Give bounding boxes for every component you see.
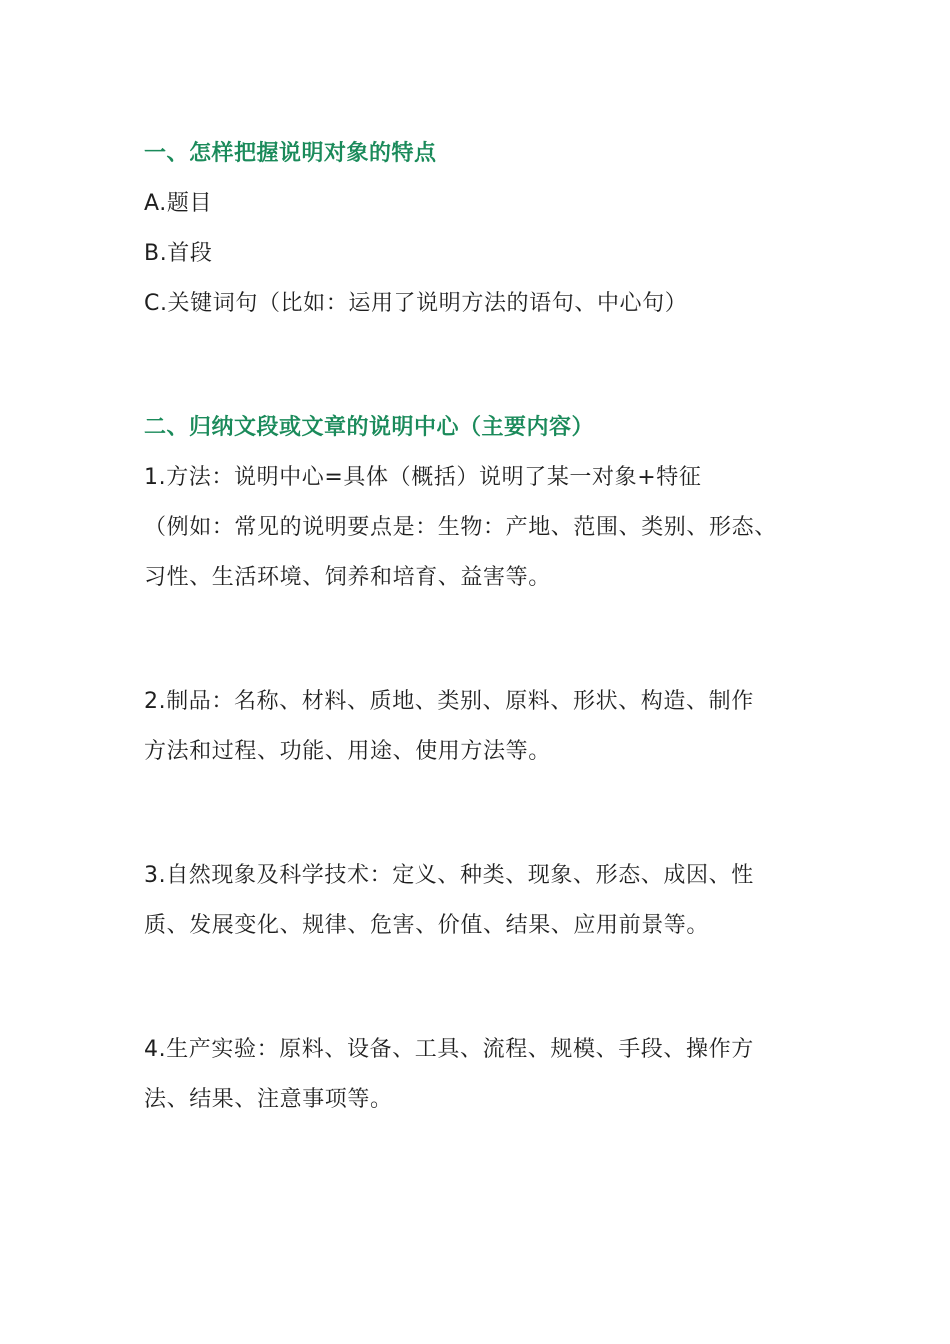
section1-item-a: A.题目 — [144, 191, 213, 216]
section2-production-line-2: 法、结果、注意事项等。 — [144, 1087, 393, 1112]
section2-example-line-2: 习性、生活环境、饲养和培育、益害等。 — [144, 565, 551, 590]
section2-example-line-1: （例如：常见的说明要点是：生物：产地、范围、类别、形态、 — [144, 515, 777, 540]
section1-heading: 一、怎样把握说明对象的特点 — [144, 141, 437, 166]
section2-nature-line-1: 3.自然现象及科学技术：定义、种类、现象、形态、成因、性 — [144, 863, 754, 888]
section2-heading: 二、归纳文段或文章的说明中心（主要内容） — [144, 415, 595, 440]
section2-production-line-1: 4.生产实验：原料、设备、工具、流程、规模、手段、操作方 — [144, 1037, 754, 1062]
section2-method: 1.方法：说明中心=具体（概括）说明了某一对象+特征 — [144, 465, 702, 490]
section2-nature-line-2: 质、发展变化、规律、危害、价值、结果、应用前景等。 — [144, 913, 710, 938]
section1-item-b: B.首段 — [144, 241, 213, 266]
section2-products-line-1: 2.制品：名称、材料、质地、类别、原料、形状、构造、制作 — [144, 689, 754, 714]
section2-products-line-2: 方法和过程、功能、用途、使用方法等。 — [144, 739, 551, 764]
section1-item-c: C.关键词句（比如：运用了说明方法的语句、中心句） — [144, 291, 688, 316]
